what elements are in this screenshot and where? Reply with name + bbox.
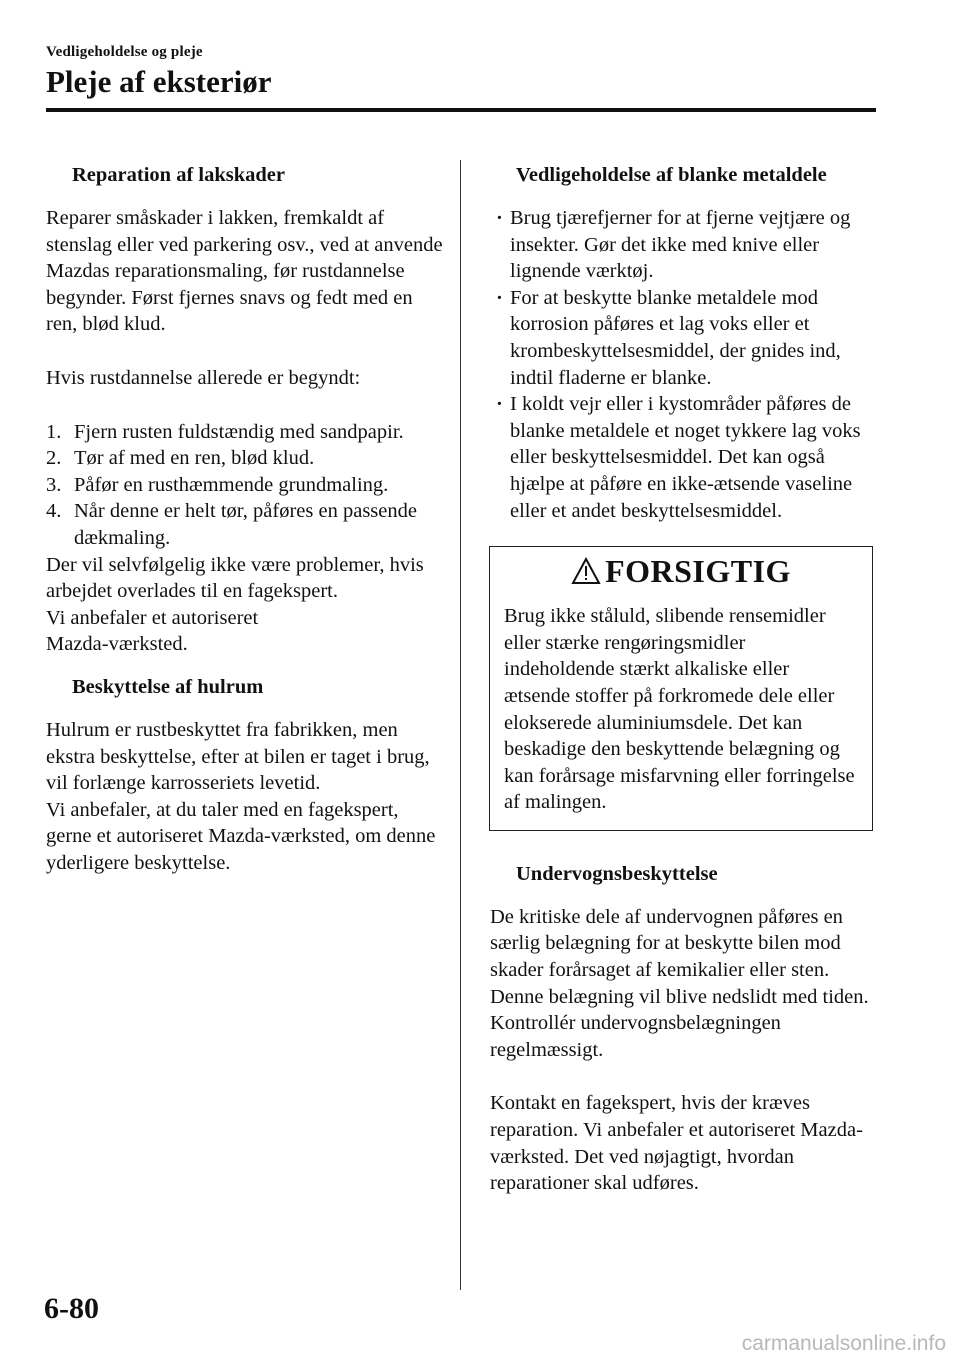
cavity-paragraph-2: Vi anbefaler, at du taler med en fagekspert, gerne et autoriseret Mazda-værksted, om denne yderligere beskyttelse. (46, 798, 436, 874)
caution-title: FORSIGTIG (605, 552, 791, 589)
caution-title-row (490, 547, 872, 595)
repair-step: 3. Påfør en rusthæmmende grundmaling. (46, 473, 389, 496)
metal-heading: Vedligeholdelse af blanke metaldele (516, 164, 827, 186)
repair-step: 1. Fjern rusten fuldstændig med sandpapir. (46, 420, 404, 443)
section-label: Vedligeholdelse og pleje (46, 44, 203, 60)
rust-intro: Hvis rustdannelse allerede er begyndt: (46, 366, 361, 389)
repair-steps (46, 419, 446, 552)
caution-box (489, 546, 873, 831)
repair-heading: Reparation af lakskader (72, 164, 285, 186)
repair-step: 2. Tør af med en ren, blød klud. (46, 447, 315, 470)
metal-bullets (490, 205, 880, 524)
repair-recommend-line1: Vi anbefaler et autoriseret (46, 606, 259, 629)
repair-outro: Der vil selvfølgelig ikke være problemer, hvis arbejdet overlades til en fagekspert. (46, 553, 424, 603)
metal-bullet: · Brug tjærefjerner for at fjerne vejtjære og insekter. Gør det ikke med knive eller lignende værktøj. (496, 207, 851, 283)
metal-bullet: · For at beskytte blanke metaldele mod korrosion påføres et lag voks eller et krombeskyttelsesmiddel, der gnides ind, indtil fladerne er blanke. (496, 286, 841, 389)
column-divider (460, 160, 461, 1290)
cavity-paragraph-1: Hulrum er rustbeskyttet fra fabrikken, men ekstra beskyttelse, efter at bilen er taget i brug, vil forlænge karrosseriets levetid. (46, 718, 430, 795)
caution-text: Brug ikke ståluld, slibende rensemidler eller stærke rengøringsmidler indeholdende stærkt alkaliske eller ætsende stoffer på forkromede dele eller elokserede aluminiumsdele. Det kan beskadige den beskyttende belægning og kan forårsage misfarvning eller forringelse af malingen. (504, 605, 855, 814)
page-title: Pleje af eksteriør (46, 64, 272, 99)
underbody-heading: Undervognsbeskyttelse (516, 862, 718, 885)
underbody-paragraph-2: Kontakt en fagekspert, hvis der kræves reparation. Vi anbefaler et autoriseret Mazda-værksted. Det ved nøjagtigt, hvordan reparationer skal udføres. (490, 1092, 863, 1195)
repair-step: 4. Når denne er helt tør, påføres en passende dækmaling. (46, 500, 417, 549)
repair-intro: Reparer småskader i lakken, fremkaldt af stenslag eller ved parkering osv., ved at anvende Mazdas reparationsmaling, før rustdannelse begynder. Først fjernes snavs og fedt med en ren, blød klud. (46, 207, 443, 336)
page-number: 6-80 (44, 1292, 99, 1325)
watermark: carmanualsonline.info (741, 1332, 946, 1355)
warning-triangle-icon (571, 557, 601, 585)
underbody-paragraph-1: De kritiske dele af undervognen påføres en særlig belægning for at beskytte bilen mod skader forårsaget af kemikalier eller sten. Denne belægning vil blive nedslidt med tiden. Kontrollér undervognsbelægningen regelmæssigt. (490, 905, 869, 1061)
header-divider (46, 108, 876, 112)
left-column (46, 162, 446, 876)
right-column (490, 162, 880, 1197)
metal-bullet: · I koldt vejr eller i kystområder påføres de blanke metaldele et noget tykkere lag voks eller beskyttelsesmiddel. Det kan også hjælpe at påføre en ikke-ætsende vaseline eller et andet beskyttelsesmiddel. (496, 393, 861, 522)
repair-recommend-line2: Mazda-værksted. (46, 633, 188, 656)
cavity-heading: Beskyttelse af hulrum (72, 675, 264, 698)
